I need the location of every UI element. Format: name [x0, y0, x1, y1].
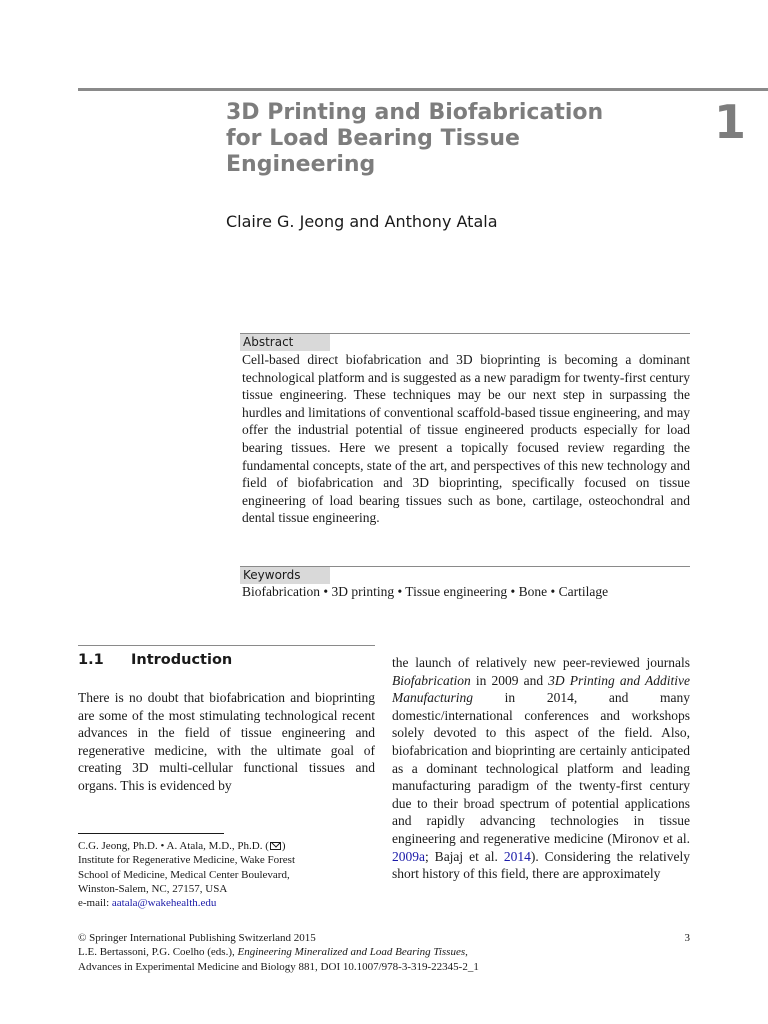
email-label: e-mail:	[78, 897, 112, 910]
page-number: 3	[684, 932, 690, 944]
copyright: © Springer International Publishing Switzerland 2015	[78, 932, 316, 944]
envelope-icon	[270, 842, 281, 850]
chapter-title-line: 3D Printing and Biofabrication	[226, 100, 604, 125]
abstract-text: Cell-based direct biofabrication and 3D bioprinting is becoming a dominant technological platform and is suggested as a new paradigm for twenty-first century tissue engineering. These techniques may be our next step in surpassing the hurdles and limitations of conventional scaffold-based tissue engineering, and may offer the industrial potential of tissue engineered products especially for load bearing tissues. Here we present a topically focused review regarding the fundamental concepts, state of the art, and perspectives of this new technology and field of biofabrication and 3D bioprinting, specifically focused on tissue engineering of load bearing tissues such as bone, cartilage, osteochondral and dental tissue engineering.	[242, 352, 690, 526]
section-number: 1.1	[78, 652, 104, 668]
body-right-column	[392, 654, 690, 883]
journal-title: 3D Printing and Additive Manufacturing	[392, 672, 690, 706]
chapter-authors: Claire G. Jeong and Anthony Atala	[226, 212, 498, 231]
footnote-authors-close: )	[281, 840, 286, 852]
chapter-title	[226, 100, 606, 178]
body-left-column: There is no doubt that biofabrication and bioprinting are some of the most stimulating technological recent advances in the field of tissue engineering and regenerative medicine, with the ultimate goal of creating 3D multi-cellular functional tissues and organs. This is evidenced by	[78, 690, 375, 793]
footnote-rule	[78, 833, 224, 834]
keywords-text: Biofabrication • 3D printing • Tissue engineering • Bone • Cartilage	[242, 584, 609, 599]
book-citation	[78, 945, 690, 959]
series-doi: Advances in Experimental Medicine and Biology 881, DOI 10.1007/978-3-319-22345-2_1	[78, 960, 479, 973]
body-text: the launch of relatively new peer-reviewed journals	[392, 655, 690, 670]
chapter-number: 1	[713, 95, 746, 149]
body-text: ; Bajaj et al.	[425, 848, 504, 864]
body-text: in 2014, and many domestic/international conferences and workshops solely devoted to this aspect of the field. Also, biofabrication and bioprinting are certainly anticipated as a dominant technological platform and leading manufacturing paradigm of the twenty-first century due to their broad spectrum of potential applications and rapidly advancing technologies in tissue engineering and regenerative medicine (Mironov et al.	[392, 690, 690, 846]
section-rule	[78, 645, 375, 646]
journal-title: Biofabrication	[392, 672, 471, 688]
citation-link[interactable]: 2009a	[392, 848, 425, 864]
book-title: Engineering Mineralized and Load Bearing Tissues	[237, 946, 466, 959]
citation-link[interactable]: 2014	[503, 848, 531, 864]
footnote-authors	[78, 839, 378, 853]
body-text: ). Considering the relatively short history of this field, there are approximately	[392, 848, 690, 882]
email-link[interactable]: aatala@wakehealth.edu	[111, 897, 217, 910]
editors-end: ,	[465, 946, 468, 959]
editors: L.E. Bertassoni, P.G. Coelho (eds.),	[78, 946, 238, 959]
chapter-title-line: for Load Bearing Tissue	[226, 126, 520, 151]
footnote-affiliation: Institute for Regenerative Medicine, Wake Forest	[78, 854, 296, 867]
section-heading	[78, 652, 375, 668]
page-footer	[78, 931, 690, 974]
section-title: Introduction	[131, 652, 233, 668]
footnote-email-line	[78, 896, 378, 910]
author-footnote	[78, 839, 378, 910]
abstract-label: Abstract	[240, 334, 330, 351]
chapter-title-line: Engineering	[226, 152, 376, 177]
footnote-address: School of Medicine, Medical Center Boulevard,	[78, 868, 290, 881]
footnote-authors-text: C.G. Jeong, Ph.D. • A. Atala, M.D., Ph.D. (	[78, 840, 269, 852]
footnote-city: Winston-Salem, NC, 27157, USA	[78, 882, 228, 895]
body-text: in 2009 and	[470, 672, 549, 688]
keywords-label: Keywords	[240, 567, 330, 584]
top-rule	[78, 88, 768, 91]
